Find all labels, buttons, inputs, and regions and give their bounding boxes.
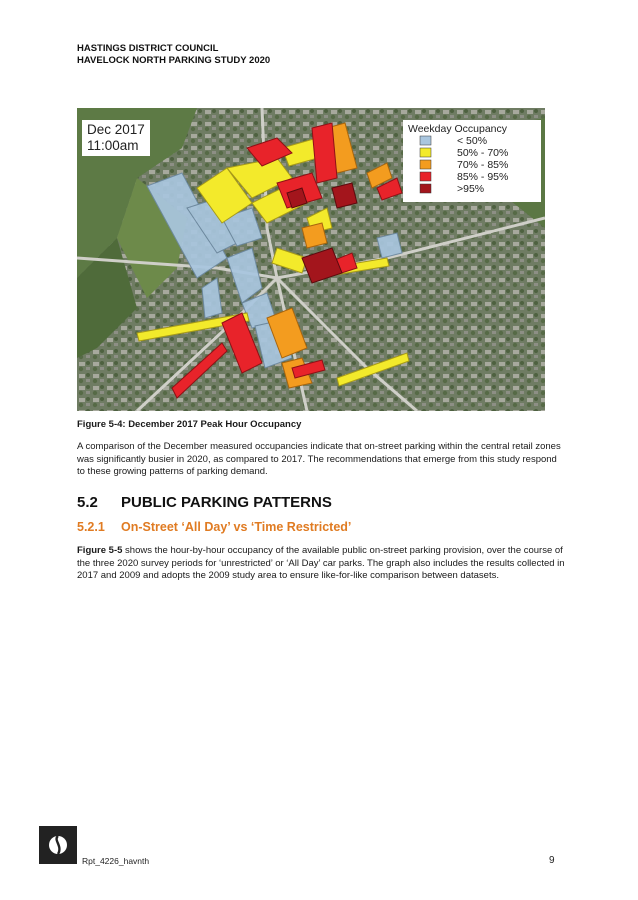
subsection-heading [77, 520, 351, 534]
legend-label-over-95: >95% [457, 183, 485, 195]
map-date-label: Dec 2017 [87, 122, 145, 137]
legend-swatch-85-95 [420, 172, 431, 181]
header-study: HAVELOCK NORTH PARKING STUDY 2020 [77, 55, 271, 66]
legend-label-50-70: 50% - 70% [457, 147, 509, 159]
legend-swatch-under-50 [420, 136, 431, 145]
paragraph-figure-text: shows the hour-by-hour occupancy of the available public on-street parking provision, over the course of the three 2020 survey periods for ‘unrestricted’ or ‘All Day’ car parks. The graph also includes the results collected in 2017 and 2009 and adopts the 2009 study area to ensure like-for-like comparison between datasets. [77, 545, 565, 582]
legend-swatch-over-95 [420, 184, 431, 193]
section-heading [77, 494, 332, 511]
figure-caption: Figure 5-4: December 2017 Peak Hour Occupancy [77, 419, 302, 430]
figure-link[interactable]: Figure 5-5 [77, 545, 123, 556]
company-logo [39, 826, 77, 864]
paragraph-figure-reference [77, 545, 565, 583]
paragraph-comparison: A comparison of the December measured occupancies indicate that on-street parking within the central retail zones was significantly busier in 2020, as compared to 2017. The recommendations that emerge from this study respond to these growing patterns of parking demand. [77, 441, 561, 478]
header-org: HASTINGS DISTRICT COUNCIL [77, 43, 219, 54]
aerial-map-graphic [77, 108, 545, 411]
page-number: 9 [549, 855, 555, 866]
subsection-number: 5.2.1 [77, 520, 105, 534]
report-reference: Rpt_4226_havnth [82, 856, 150, 866]
legend-label-70-85: 70% - 85% [457, 159, 509, 171]
occupancy-map [77, 108, 545, 411]
section-title: PUBLIC PARKING PATTERNS [121, 494, 332, 511]
logo-mark-icon [39, 826, 77, 864]
legend-swatch-70-85 [420, 160, 431, 169]
legend-swatch-50-70 [420, 148, 431, 157]
document-header [77, 43, 270, 67]
legend-title: Weekday Occupancy [408, 123, 508, 135]
subsection-title: On-Street ‘All Day’ vs ‘Time Restricted’ [121, 520, 352, 534]
legend-label-85-95: 85% - 95% [457, 171, 509, 183]
section-number: 5.2 [77, 494, 98, 511]
legend-label-under-50: < 50% [457, 135, 488, 147]
map-time-label: 11:00am [87, 138, 139, 153]
